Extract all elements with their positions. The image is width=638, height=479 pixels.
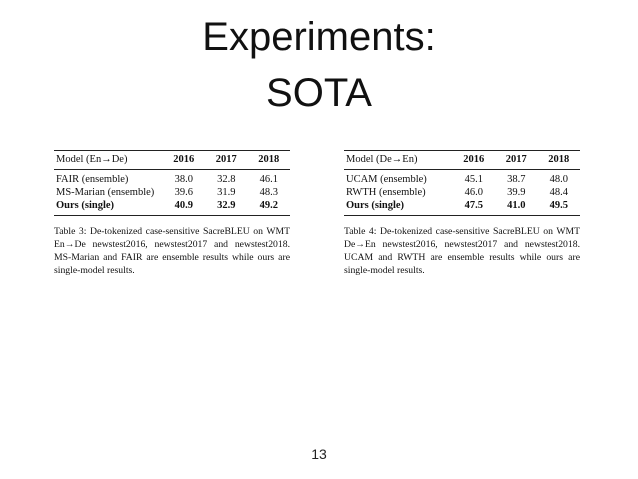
column-header-model: Model (De→En) <box>346 154 418 165</box>
cell-2017: 39.9 <box>507 187 526 198</box>
cell-2017: 41.0 <box>507 200 526 211</box>
cell-2016: 47.5 <box>464 200 483 211</box>
column-header-2018: 2018 <box>258 154 280 165</box>
table-caption: Table 3: De-tokenized case-sensitive SacreBLEU on WMT En→De newstest2016, newstest2017 and newstest2018. MS-Marian and FAIR are ensemble results while ours are single-model results. <box>54 226 290 276</box>
cell-model: UCAM (ensemble) <box>346 174 427 185</box>
cell-2016: 38.0 <box>174 174 193 185</box>
cell-2018: 48.0 <box>549 174 568 185</box>
table-header-row <box>344 151 580 170</box>
table-row <box>344 186 580 199</box>
table-panel-en-de <box>54 150 290 287</box>
table-row-ours <box>344 199 580 216</box>
column-header-2017: 2017 <box>215 154 237 165</box>
page-number: 13 <box>311 446 327 462</box>
cell-2018: 49.2 <box>259 200 278 211</box>
table-row <box>54 170 290 187</box>
cell-2016: 45.1 <box>464 174 483 185</box>
slide-subtitle: SOTA <box>266 71 372 115</box>
results-table-en-de <box>54 150 290 216</box>
cell-model: Ours (single) <box>346 200 405 211</box>
table-header-row <box>54 151 290 170</box>
column-header-2016: 2016 <box>463 154 485 165</box>
results-table-de-en <box>344 150 580 216</box>
table-row-ours <box>54 199 290 216</box>
cell-2016: 39.6 <box>174 187 193 198</box>
cell-2018: 48.4 <box>549 187 568 198</box>
cell-model: Ours (single) <box>56 200 115 211</box>
cell-2017: 32.9 <box>217 200 236 211</box>
cell-2016: 46.0 <box>464 187 483 198</box>
table-caption: Table 4: De-tokenized case-sensitive SacreBLEU on WMT De→En newstest2016, newstest2017 and newstest2018. UCAM and RWTH are ensemble results while ours are single-model results. <box>344 226 580 276</box>
cell-2018: 48.3 <box>259 187 278 198</box>
cell-2017: 31.9 <box>217 187 236 198</box>
column-header-2017: 2017 <box>505 154 527 165</box>
cell-2017: 38.7 <box>507 174 526 185</box>
table-row <box>54 186 290 199</box>
slide-title: Experiments: <box>202 15 436 59</box>
cell-model: FAIR (ensemble) <box>56 174 129 185</box>
cell-2018: 49.5 <box>549 200 568 211</box>
table-row <box>344 170 580 187</box>
table-panel-de-en <box>344 150 580 287</box>
column-header-2016: 2016 <box>173 154 195 165</box>
cell-2018: 46.1 <box>259 174 278 185</box>
cell-2016: 40.9 <box>174 200 193 211</box>
cell-model: MS-Marian (ensemble) <box>56 187 155 198</box>
cell-2017: 32.8 <box>217 174 236 185</box>
column-header-2018: 2018 <box>548 154 570 165</box>
column-header-model: Model (En→De) <box>56 154 128 165</box>
cell-model: RWTH (ensemble) <box>346 187 426 198</box>
